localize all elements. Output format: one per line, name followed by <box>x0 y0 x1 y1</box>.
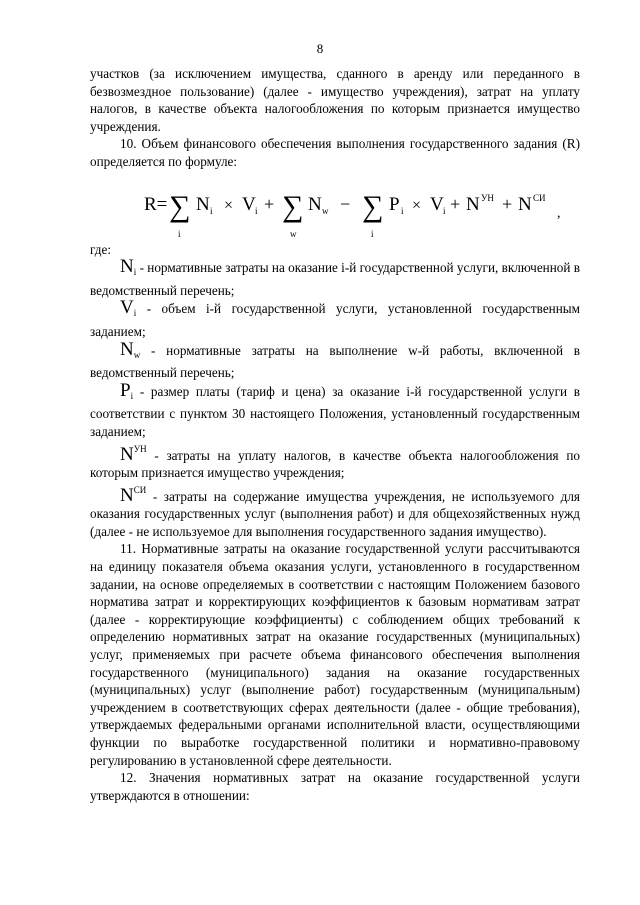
formula-p-sub: i <box>401 205 404 216</box>
formula-n-un-sup: УН <box>481 192 494 203</box>
paragraph-10: 10. Объем финансового обеспечения выполнения государственного задания (R) определяется по формуле: <box>90 136 580 169</box>
paragraph-11: 11. Нормативные затраты на оказание государственной услуги рассчитываются на единицу показателя объема оказания услуги, установленного в государственном задании, на основе определяемых в соответствии с настоящим Положением базового норматива затрат и корректирующих коэффициентов к базовым нормативам затрат (далее - корректирующие коэффициенты) с соблюдением общих требований к определению нормативных затрат на оказание государственных (муниципальных) услуг, применяемых при расчете объема финансового обеспечения выполнения государственного (муниципального) задания на оказание государственных (муниципальных) услуг (выполнение работ) государственным (муниципальным) учреждением в соответствующих сферах деятельности (далее - общие требования), утверждаемых федеральными органами исполнительной власти, осуществляющими функции по выработке государственной политики и нормативно-правовому регулированию в установленной сфере деятельности. <box>90 541 580 768</box>
formula-sum-3-index: i <box>371 228 374 239</box>
formula-sum-1: ∑ <box>169 189 191 223</box>
formula-r: R= <box>144 193 168 215</box>
formula-v-2-sub: i <box>443 205 446 216</box>
paragraph-continued: участков (за исключением имущества, сданного в аренду или переданного в безвозмездное пользование) (далее - имущество учреждения), затрат на уплату налогов, в качестве объекта налогообложения по которым признается имущество учреждения. <box>90 66 580 134</box>
definition-text: - нормативные затраты на выполнение w-й работы, включенной в ведомственный перечень; <box>90 342 580 381</box>
formula-svg <box>144 177 564 241</box>
definition-n-un <box>90 441 580 482</box>
document-body <box>90 65 580 804</box>
definition-v-i <box>90 299 580 340</box>
formula-n-2: N <box>308 193 322 215</box>
definition-n-i <box>90 258 580 299</box>
formula-minus: − <box>340 193 351 214</box>
symbol: $N_i$ <box>120 256 137 278</box>
formula-n-2-sub: w <box>322 205 329 216</box>
symbol: $P_i$ <box>120 379 134 401</box>
formula-n-un: N <box>466 193 480 215</box>
formula-plus-2: + <box>450 193 461 214</box>
symbol: $N^{СИ}$ <box>120 484 147 506</box>
formula-times-1: × <box>224 196 234 214</box>
definition-text: - нормативные затраты на оказание i-й государственной услуги, включенной в ведомственный перечень; <box>90 260 580 298</box>
formula-sum-2: ∑ <box>282 189 304 223</box>
definition-text: - размер платы (тариф и цена) за оказание i-й государственной услуги в соответствии с пунктом 30 настоящего Положения, установленный государственным заданием; <box>90 383 580 439</box>
symbol: $V_i$ <box>120 297 137 319</box>
definition-text: - затраты на содержание имущества учреждения, не используемого для оказания государственных услуг (выполнения работ) и для общехозяйственных нужд (далее - не используемое для выполнения государственного задания имущество). <box>90 488 580 539</box>
formula-v-1: V <box>242 193 256 215</box>
definition-text: - затраты на уплату налогов, в качестве объекта налогообложения по которым признается имущество учреждения; <box>90 447 580 481</box>
formula-plus-3: + <box>502 193 513 214</box>
definition-text: - объем i-й государственной услуги, установленной государственным заданием; <box>90 301 580 339</box>
definition-n-w <box>90 338 580 382</box>
definition-n-si <box>90 482 580 541</box>
formula <box>90 177 580 241</box>
formula-v-2: V <box>430 193 444 215</box>
formula-plus-1: + <box>264 193 275 214</box>
formula-comma: , <box>557 205 561 221</box>
where-label: где: <box>90 241 111 257</box>
formula-p: P <box>389 193 400 215</box>
definition-p-i <box>90 379 580 441</box>
formula-n-1: N <box>196 193 210 215</box>
page-number: 8 <box>316 41 324 56</box>
formula-n-1-sub: i <box>210 205 213 216</box>
symbol: $N_w$ <box>120 338 141 360</box>
formula-times-2: × <box>412 196 422 214</box>
formula-n-si: N <box>518 193 532 215</box>
formula-sum-3: ∑ <box>362 189 384 223</box>
paragraph-12: 12. Значения нормативных затрат на оказание государственной услуги утверждаются в отношении: <box>90 770 580 803</box>
formula-sum-1-index: i <box>178 228 181 239</box>
formula-n-si-sup: СИ <box>533 192 546 203</box>
symbol: $N^{УН}$ <box>120 443 147 465</box>
formula-v-1-sub: i <box>255 205 258 216</box>
formula-sum-2-index: w <box>290 228 297 239</box>
